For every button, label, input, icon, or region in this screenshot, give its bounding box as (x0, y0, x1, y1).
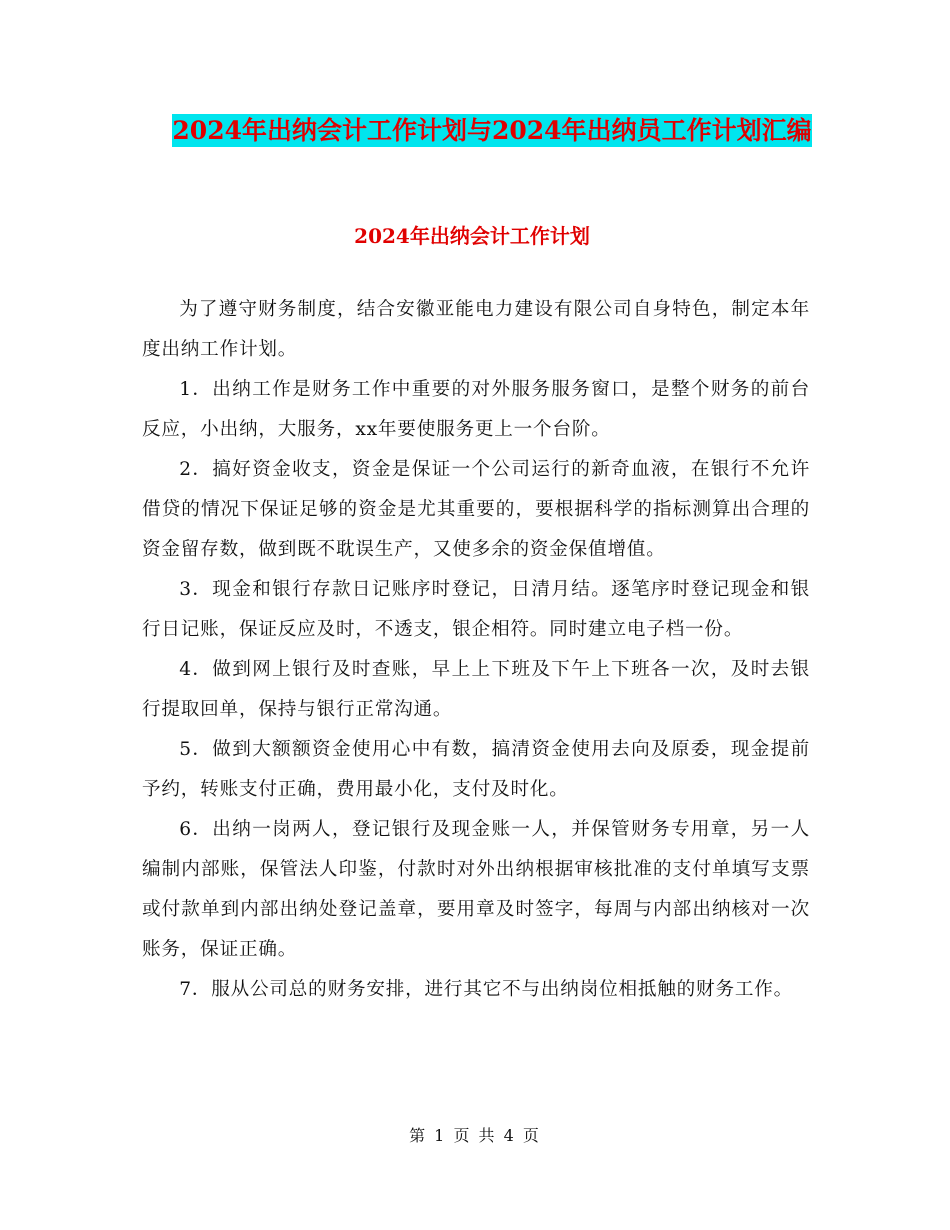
paragraph-item-7: 7．服从公司总的财务安排，进行其它不与出纳岗位相抵触的财务工作。 (179, 979, 794, 1000)
paragraph-item-4: 4．做到网上银行及时查账，早上上下班及下午上下班各一次，及时去银行提取回单，保持与银行正常沟通。 (142, 659, 810, 720)
document-body (142, 290, 810, 1010)
paragraph-item-6: 6．出纳一岗两人，登记银行及现金账一人，并保管财务专用章，另一人编制内部账，保管法人印鉴，付款时对外出纳根据审核批准的支付单填写支票或付款单到内部出纳处登记盖章，要用章及时签字，每周与内部出纳核对一次账务，保证正确。 (142, 819, 810, 960)
document-title (142, 108, 842, 154)
page-number-footer: 第 1 页 共 4 页 (409, 1126, 541, 1145)
paragraph-intro: 为了遵守财务制度，结合安徽亚能电力建设有限公司自身特色，制定本年度出纳工作计划。 (142, 299, 810, 360)
section-title: 2024年出纳会计工作计划 (354, 224, 590, 248)
paragraph-item-3: 3．现金和银行存款日记账序时登记，日清月结。逐笔序时登记现金和银行日记账，保证反应及时，不透支，银企相符。同时建立电子档一份。 (142, 579, 810, 640)
document-title-text: 2024年出纳会计工作计划与2024年出纳员工作计划汇编 (172, 116, 812, 145)
paragraph-item-2: 2．搞好资金收支，资金是保证一个公司运行的新奇血液，在银行不允许借贷的情况下保证足够的资金是尤其重要的，要根据科学的指标测算出合理的资金留存数，做到既不耽误生产，又使多余的资金保值增值。 (142, 459, 810, 560)
paragraph-item-5: 5．做到大额额资金使用心中有数，搞清资金使用去向及原委，现金提前予约，转账支付正确，费用最小化，支付及时化。 (142, 739, 810, 800)
paragraph-item-1: 1．出纳工作是财务工作中重要的对外服务服务窗口，是整个财务的前台反应，小出纳，大服务，xx年要使服务更上一个台阶。 (142, 379, 810, 440)
